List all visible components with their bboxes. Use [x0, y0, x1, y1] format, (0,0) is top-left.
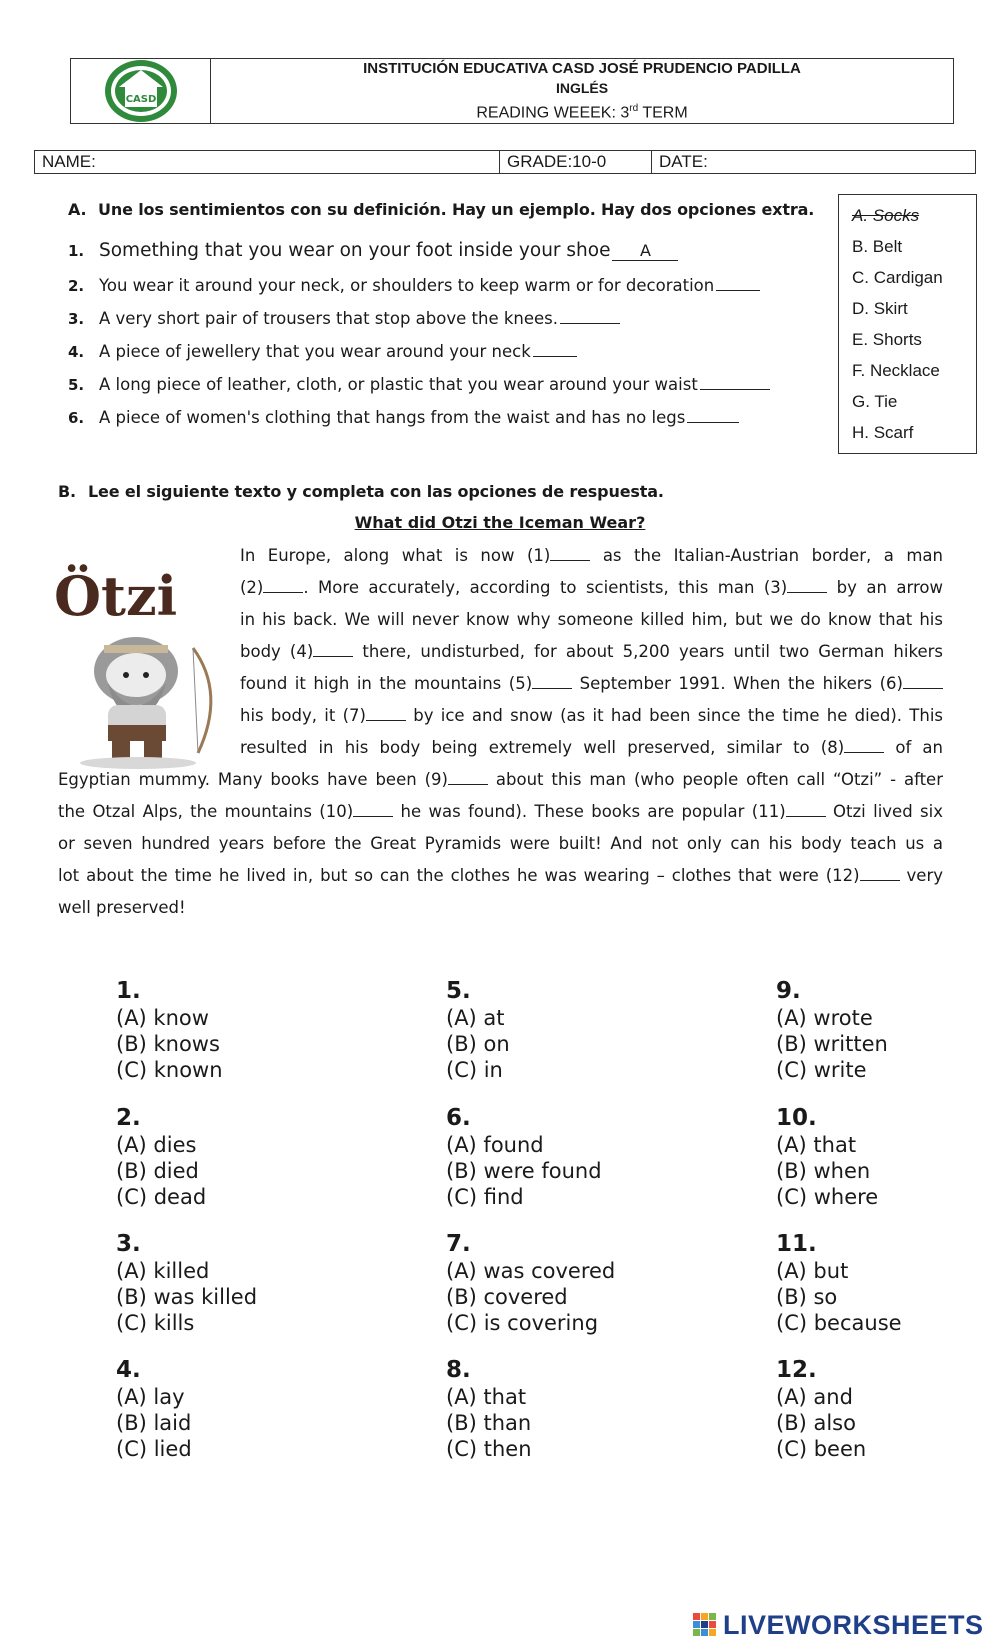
answer-blank-4[interactable] — [533, 342, 577, 357]
choice-option[interactable]: (A) dies — [116, 1133, 197, 1157]
gap-3[interactable] — [787, 579, 827, 593]
term-label: READING WEEEK: 3rd TERM — [476, 103, 688, 122]
choice-block-1: 1. (A) know (B) knows (C) known — [116, 977, 376, 1083]
choice-option[interactable]: (B) covered — [446, 1285, 568, 1309]
student-info-row — [34, 150, 976, 174]
option-skirt: D. Skirt — [852, 299, 908, 318]
choice-option[interactable]: (C) because — [776, 1311, 902, 1335]
passage-line-3: in his back. We will never know why someone killed him, but we do know that his — [240, 610, 943, 629]
option-socks: A. Socks — [852, 206, 920, 225]
choice-option[interactable]: (C) been — [776, 1437, 867, 1461]
clothing-options-box — [838, 194, 977, 454]
choice-option[interactable]: (A) killed — [116, 1259, 210, 1283]
gap-12[interactable] — [860, 867, 900, 881]
question-3: 3. A very short pair of trousers that stop above the knees. — [68, 309, 828, 342]
brand-text: LIVEWORKSHEETS — [723, 1609, 984, 1640]
choice-option[interactable]: (B) knows — [116, 1032, 220, 1056]
liveworksheets-brand — [693, 1610, 984, 1640]
school-logo-cell — [71, 59, 211, 123]
choice-option[interactable]: (C) in — [446, 1058, 503, 1082]
choice-option[interactable]: (B) when — [776, 1159, 871, 1183]
choice-option[interactable]: (C) is covering — [446, 1311, 599, 1335]
question-2: 2. You wear it around your neck, or shoulders to keep warm or for decoration — [68, 276, 828, 309]
gap-9[interactable] — [448, 771, 488, 785]
choice-block-4: 4. (A) lay (B) laid (C) lied — [116, 1356, 376, 1462]
option-cardigan: C. Cardigan — [852, 268, 943, 287]
question-1: 1. Something that you wear on your foot inside your shoe A — [68, 240, 828, 276]
answer-blank-2[interactable] — [716, 276, 760, 291]
choice-option[interactable]: (C) lied — [116, 1437, 192, 1461]
worksheet-header — [70, 58, 954, 124]
choice-option[interactable]: (B) than — [446, 1411, 532, 1435]
gap-6[interactable] — [903, 675, 943, 689]
choice-option[interactable]: (A) but — [776, 1259, 849, 1283]
choice-option[interactable]: (B) were found — [446, 1159, 602, 1183]
choice-option[interactable]: (B) died — [116, 1159, 199, 1183]
section-b-title: B. Lee el siguiente texto y completa con las opciones de respuesta. — [58, 482, 664, 501]
subject-name: INGLÉS — [555, 80, 609, 97]
choice-option[interactable]: (A) that — [776, 1133, 857, 1157]
option-tie: G. Tie — [852, 392, 898, 411]
choice-option[interactable]: (C) where — [776, 1185, 879, 1209]
gap-7[interactable] — [366, 707, 406, 721]
gap-10[interactable] — [353, 803, 393, 817]
passage-line-7: resulted in his body being extremely well preserved, similar to (8) of an — [240, 738, 944, 757]
passage-line-12: well preserved! — [58, 898, 186, 917]
choice-option[interactable]: (B) on — [446, 1032, 510, 1056]
section-a-questions — [68, 240, 828, 441]
choice-option[interactable]: (C) write — [776, 1058, 867, 1082]
choice-option[interactable]: (A) wrote — [776, 1006, 873, 1030]
choice-option[interactable]: (C) kills — [116, 1311, 195, 1335]
date-field[interactable]: DATE: — [659, 152, 708, 171]
choice-block-6: 6. (A) found (B) were found (C) find — [446, 1104, 706, 1210]
option-shorts: E. Shorts — [852, 330, 922, 349]
option-belt: B. Belt — [852, 237, 903, 256]
choice-block-2: 2. (A) dies (B) died (C) dead — [116, 1104, 376, 1210]
svg-text:CASD: CASD — [125, 94, 156, 105]
passage-line-2: (2) . More accurately, according to scientists, this man (3) by an arrow — [240, 578, 943, 597]
choice-option[interactable]: (A) was covered — [446, 1259, 616, 1283]
choice-block-12: 12. (A) and (B) also (C) been — [776, 1356, 1000, 1462]
name-field[interactable]: NAME: — [35, 151, 500, 173]
choice-block-10: 10. (A) that (B) when (C) where — [776, 1104, 1000, 1210]
choice-block-3: 3. (A) killed (B) was killed (C) kills — [116, 1230, 376, 1336]
story-title: What did Otzi the Iceman Wear? — [354, 513, 646, 532]
choice-option[interactable]: (B) was killed — [116, 1285, 258, 1309]
choice-option[interactable]: (B) laid — [116, 1411, 192, 1435]
choice-option[interactable]: (C) then — [446, 1437, 532, 1461]
gap-11[interactable] — [786, 803, 826, 817]
answer-blank-3[interactable] — [560, 309, 620, 324]
choice-option[interactable]: (B) so — [776, 1285, 838, 1309]
gap-8[interactable] — [844, 739, 884, 753]
liveworksheets-logo-icon — [693, 1613, 717, 1637]
school-logo-icon — [101, 57, 181, 125]
gap-1[interactable] — [550, 547, 590, 561]
answer-blank-1[interactable]: A — [612, 242, 678, 261]
option-necklace: F. Necklace — [852, 361, 940, 380]
passage-line-11: lot about the time he lived in, but so can the clothes he was wearing – clothes that were (12) very — [58, 866, 943, 885]
section-a-title: A. Une los sentimientos con su definición. Hay un ejemplo. Hay dos opciones extra. — [68, 200, 815, 219]
passage-line-8: Egyptian mummy. Many books have been (9) about this man (who people often call “Otzi” - after — [58, 770, 943, 789]
passage-line-6: his body, it (7) by ice and snow (as it had been since the time he died). This — [240, 706, 944, 725]
gap-5[interactable] — [532, 675, 572, 689]
choice-option[interactable]: (A) and — [776, 1385, 853, 1409]
passage-line-5: found it high in the mountains (5) September 1991. When the hikers (6) — [240, 674, 943, 694]
passage-line-9: the Otzal Alps, the mountains (10) he was found). These books are popular (11) Otzi lived six — [58, 802, 943, 821]
passage-line-4: body (4) there, undisturbed, for about 5,200 years until two German hikers — [240, 642, 943, 661]
gap-2[interactable] — [263, 579, 303, 593]
question-4: 4. A piece of jewellery that you wear around your neck — [68, 342, 828, 375]
answer-blank-6[interactable] — [687, 408, 739, 423]
question-5: 5. A long piece of leather, cloth, or plastic that you wear around your waist — [68, 375, 828, 408]
choice-block-8: 8. (A) that (B) than (C) then — [446, 1356, 706, 1462]
school-name: INSTITUCIÓN EDUCATIVA CASD JOSÉ PRUDENCIO PADILLA — [363, 60, 801, 78]
choice-option[interactable]: (A) found — [446, 1133, 544, 1157]
answer-blank-5[interactable] — [700, 375, 770, 390]
choice-option[interactable]: (A) at — [446, 1006, 505, 1030]
choice-option[interactable]: (C) dead — [116, 1185, 207, 1209]
choice-option[interactable]: (A) know — [116, 1006, 209, 1030]
choice-option[interactable]: (C) find — [446, 1185, 524, 1209]
passage-line-10: or seven hundred years before the Great Pyramids were built! And not only can his body teach us a — [58, 834, 943, 853]
otzi-image-title: Ötzi — [54, 564, 178, 628]
choice-option[interactable]: (B) written — [776, 1032, 888, 1056]
option-scarf: H. Scarf — [852, 423, 914, 442]
choice-block-11: 11. (A) but (B) so (C) because — [776, 1230, 1000, 1336]
passage-line-1: In Europe, along what is now (1) as the Italian-Austrian border, a man — [240, 546, 944, 565]
choice-block-9: 9. (A) wrote (B) written (C) write — [776, 977, 1000, 1083]
choice-option[interactable]: (A) lay — [116, 1385, 185, 1409]
otzi-illustration-icon — [48, 553, 238, 773]
question-6: 6. A piece of women's clothing that hangs from the waist and has no legs — [68, 408, 828, 441]
choice-option[interactable]: (A) that — [446, 1385, 527, 1409]
choice-option[interactable]: (B) also — [776, 1411, 856, 1435]
gap-4[interactable] — [313, 643, 353, 657]
choice-block-7: 7. (A) was covered (B) covered (C) is covering — [446, 1230, 706, 1336]
choice-block-5: 5. (A) at (B) on (C) in — [446, 977, 706, 1083]
grade-field: GRADE:10-0 — [500, 151, 652, 173]
choice-option[interactable]: (C) known — [116, 1058, 223, 1082]
